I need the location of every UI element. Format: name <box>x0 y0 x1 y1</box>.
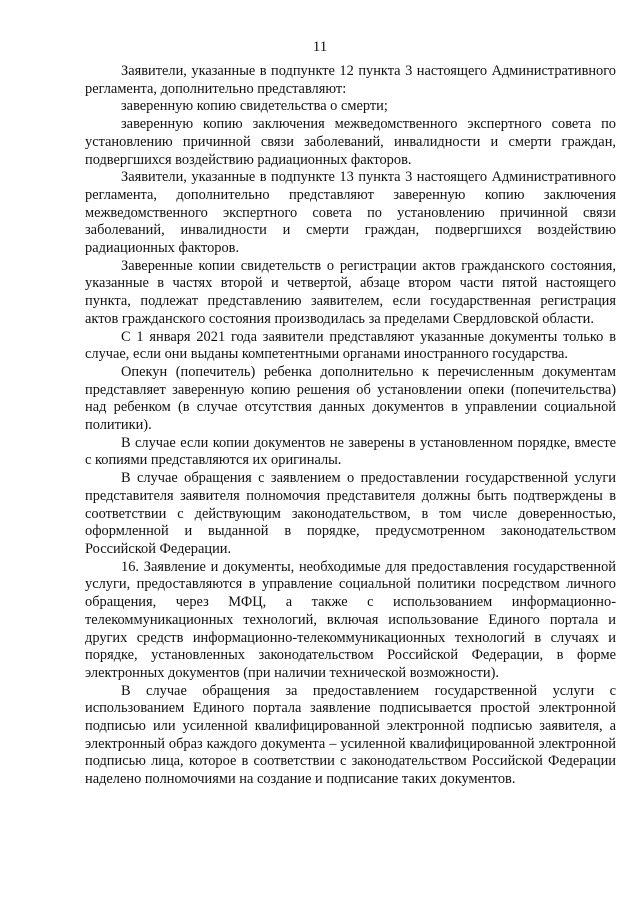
paragraph-civil-status-certificates: Заверенные копии свидетельств о регистрации актов гражданского состояния, указанные в частях второй и четвертой, абзаце втором части пятой настоящего пункта, подлежат представлению заявителем, если государственная регистрация актов гражданского состояния производилась за пределами Свердловской области. <box>85 257 616 327</box>
paragraph-representative-authority: В случае обращения с заявлением о предоставлении государственной услуги представителя заявителя полномочия представителя должны быть подтверждены в соответствии с действующим законодательством, в том числе доверенностью, оформленной и выданной в порядке, предусмотренном законодательством Российской Федерации. <box>85 470 616 557</box>
paragraph-item-16-submission: 16. Заявление и документы, необходимые для предоставления государственной услуги, предоставляются в управление социальной политики посредством личного обращения, через МФЦ, а также с использованием информационно-телекоммуникационных технологий, включая использование Единого портала и других средств информационно-телекоммуникационных технологий в случаях и порядке, установленных законодательством Российской Федерации, в форме электронных документов (при наличии технической возможности). <box>85 558 616 681</box>
page-number: 11 <box>312 39 328 55</box>
paragraph-death-certificate-copy: заверенную копию свидетельства о смерти; <box>121 98 388 115</box>
document-body <box>85 63 616 789</box>
paragraph-applicants-subpoint-12: Заявители, указанные в подпункте 12 пункта 3 настоящего Административного регламента, дополнительно представляют: <box>85 63 616 97</box>
paragraph-unverified-copies: В случае если копии документов не заверены в установленном порядке, вместе с копиями представляются их оригиналы. <box>85 434 616 469</box>
paragraph-from-january-2021: С 1 января 2021 года заявители представляют указанные документы только в случае, если они выданы компетентными органами иностранного государства. <box>85 328 616 363</box>
paragraph-unified-portal-signature: В случае обращения за предоставлением государственной услуги с использованием Единого портала заявление подписывается простой электронной подписью или усиленной квалифицированной электронной подписью заявителя, а электронный образ каждого документа – усиленной квалифицированной электронной подписью лица, которое в соответствии с законодательством Российской Федерации наделено полномочиями на создание и подписание таких документов. <box>85 682 616 788</box>
paragraph-expert-council-conclusion: заверенную копию заключения межведомственного экспертного совета по установлению причинной связи заболеваний, инвалидности и смерти граждан, подвергшихся воздействию радиационных факторов. <box>85 116 616 168</box>
paragraph-guardian-documents: Опекун (попечитель) ребенка дополнительно к перечисленным документам представляет заверенную копию решения об установлении опеки (попечительства) над ребенком (в случае отсутствия данных документов в управлении социальной политики). <box>85 363 616 434</box>
paragraph-applicants-subpoint-13: Заявители, указанные в подпункте 13 пункта 3 настоящего Административного регламента, дополнительно представляют заверенную копию заключения межведомственного экспертного совета по установлению причинной связи заболеваний, инвалидности и смерти граждан, подвергшихся воздействию радиационных факторов. <box>85 169 616 257</box>
